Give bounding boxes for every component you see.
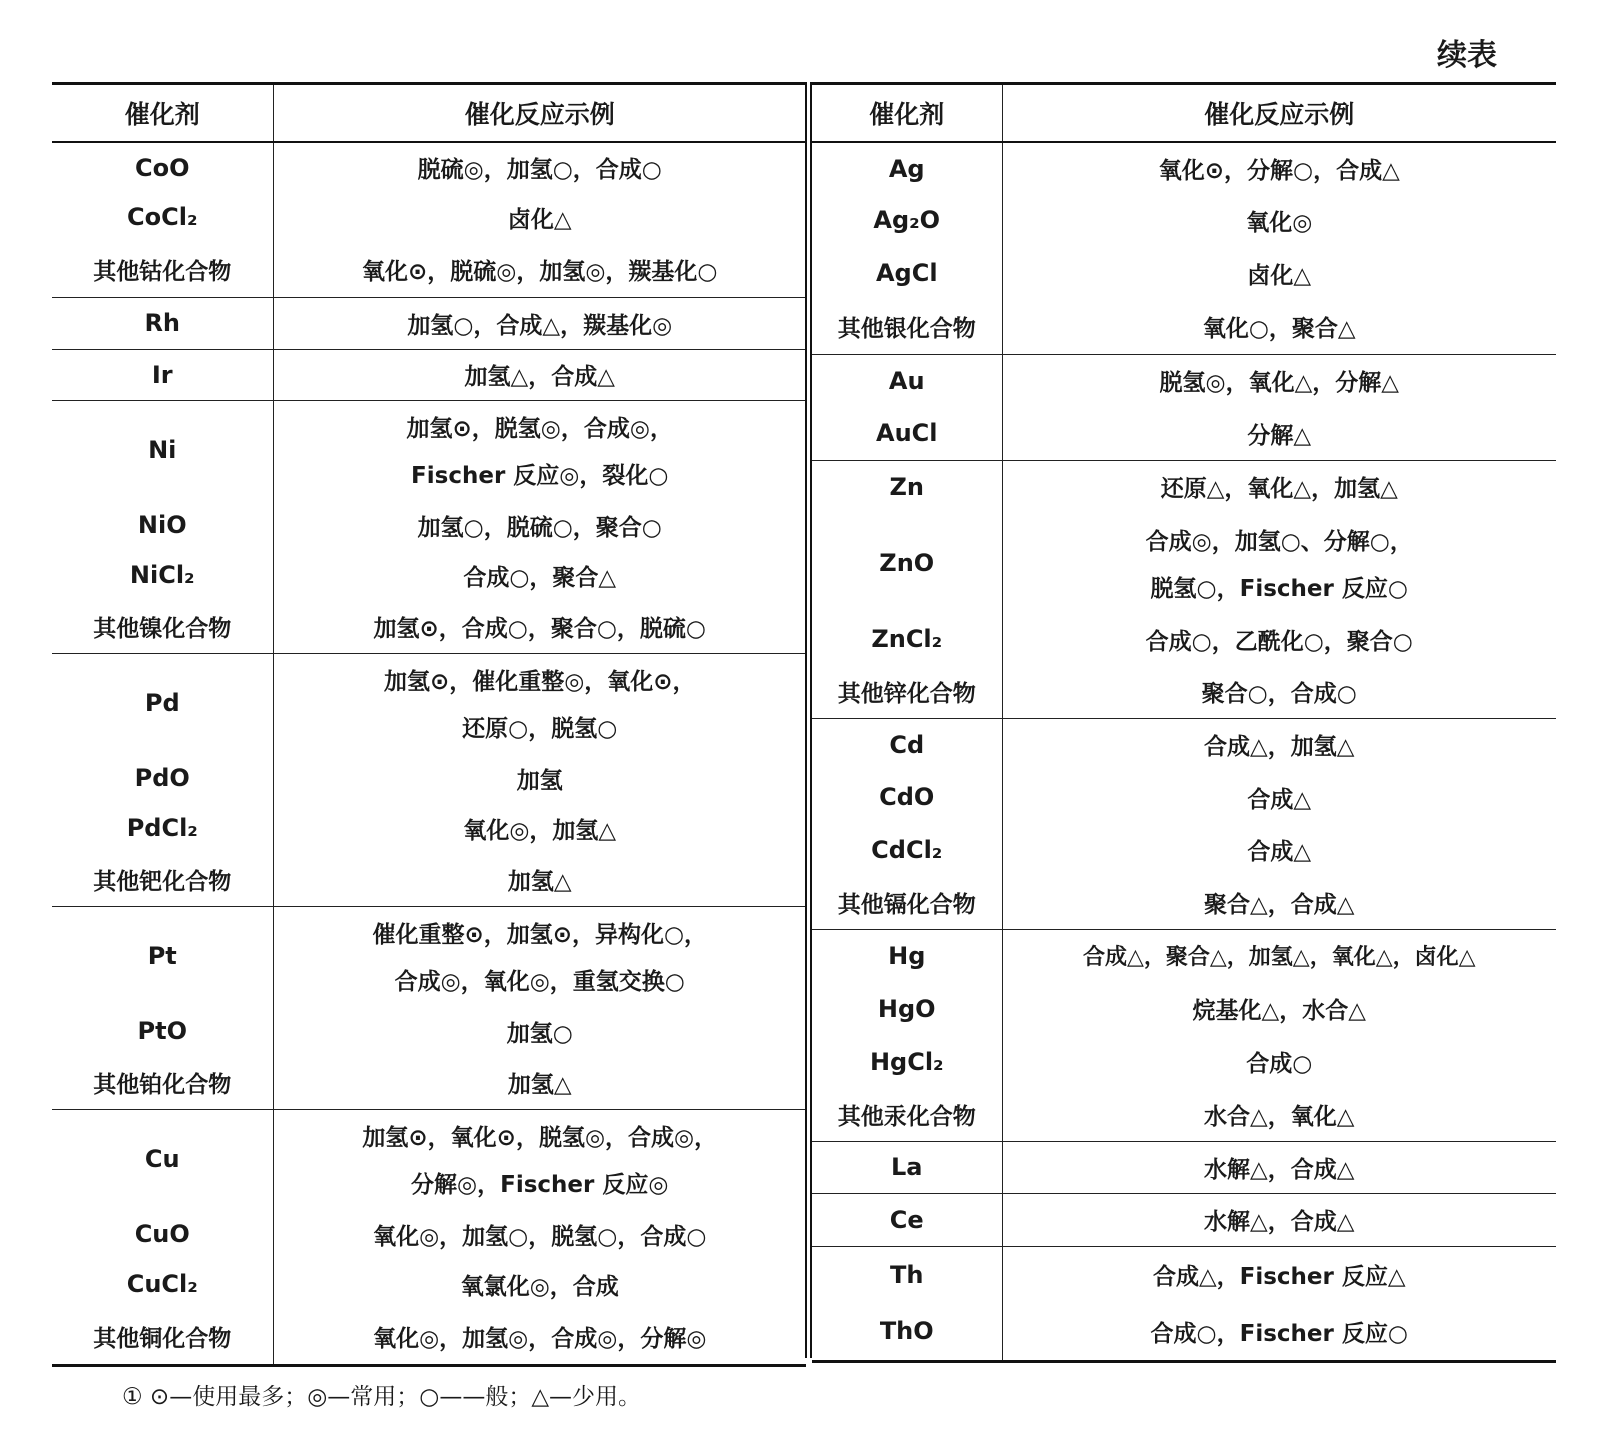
- catalyst-cell: 其他钯化合物: [52, 853, 273, 906]
- example-cell: 氧化○，聚合△: [1202, 316, 1356, 343]
- example-line: Fischer 反应◎，裂化○: [411, 463, 669, 490]
- example-cell: 加氢△，合成△: [273, 349, 806, 400]
- example-cell: 氧化◎: [1246, 209, 1313, 236]
- table-row: [52, 1006, 806, 1056]
- table-row: [52, 400, 806, 500]
- catalyst-cell: Ag₂O: [812, 194, 1002, 246]
- table-row: [52, 753, 806, 803]
- example-line: 脱氢○，Fischer 反应○: [1150, 576, 1408, 602]
- example-cell: 加氢○: [506, 1020, 573, 1047]
- catalyst-cell: Ni: [52, 400, 273, 500]
- catalyst-cell: Rh: [52, 297, 273, 349]
- catalyst-cell: ZnCl₂: [812, 613, 1002, 665]
- example-cell: 合成○: [1246, 1051, 1313, 1077]
- continued-label: 续表: [1437, 38, 1497, 73]
- catalyst-table-right: [812, 82, 1556, 1363]
- catalyst-cell: Pd: [52, 653, 273, 753]
- example-cell: 合成○，Fischer 反应○: [1002, 1303, 1556, 1361]
- table-row: [812, 718, 1556, 771]
- catalyst-cell: PtO: [52, 1006, 273, 1056]
- catalyst-cell: CdCl₂: [812, 823, 1002, 876]
- example-cell: 加氢: [516, 767, 563, 794]
- example-cell: 脱硫◎，加氢○，合成○: [417, 157, 662, 183]
- example-line: 加氢⊙，催化重整◎，氧化⊙，: [383, 669, 696, 696]
- table-row: [812, 354, 1556, 407]
- catalyst-cell: HgCl₂: [812, 1035, 1002, 1088]
- example-cell: 加氢○，合成△，羰基化◎: [273, 297, 806, 349]
- table-row: [52, 803, 806, 853]
- catalyst-cell: Cd: [812, 718, 1002, 771]
- table-row: [812, 460, 1556, 513]
- catalyst-cell: Au: [812, 354, 1002, 407]
- example-line: 加氢⊙，脱氢◎，合成◎，: [406, 416, 673, 443]
- catalyst-cell: PdCl₂: [52, 803, 273, 853]
- header-example: 催化反应示例: [273, 84, 806, 143]
- example-cell: 加氢⊙，合成○，聚合○，脱硫○: [373, 615, 706, 642]
- example-cell: 聚合△，合成△: [1204, 891, 1355, 918]
- table-row: [812, 665, 1556, 718]
- catalyst-cell: CuO: [52, 1209, 273, 1259]
- table-row: [52, 550, 806, 600]
- catalyst-cell: Cu: [52, 1109, 273, 1209]
- catalyst-cell: 其他铜化合物: [52, 1309, 273, 1365]
- header-row: [52, 84, 806, 143]
- table-row: [812, 1246, 1556, 1303]
- catalyst-cell: Pt: [52, 906, 273, 1006]
- example-line: 加氢⊙，氧化⊙，脱氢◎，合成◎，: [362, 1125, 718, 1152]
- table-row: [812, 1193, 1556, 1246]
- catalyst-cell: CdO: [812, 771, 1002, 823]
- catalyst-cell: 其他铂化合物: [52, 1056, 273, 1109]
- table-row: [812, 613, 1556, 665]
- catalyst-cell: Hg: [812, 929, 1002, 982]
- catalyst-cell: CuCl₂: [52, 1259, 273, 1309]
- table-row: [812, 823, 1556, 876]
- example-line: 合成◎，氧化◎，重氢交换○: [394, 969, 685, 996]
- example-cell: 合成△: [1247, 839, 1312, 865]
- example-cell: 氧化◎，加氢△: [463, 817, 617, 844]
- table-row: [812, 771, 1556, 823]
- catalyst-cell: 其他汞化合物: [812, 1088, 1002, 1141]
- catalyst-cell: La: [812, 1141, 1002, 1193]
- example-cell: 氧化⊙，脱硫◎，加氢◎，羰基化○: [362, 258, 718, 285]
- example-cell: 氧化◎，加氢○，脱氢○，合成○: [373, 1223, 707, 1250]
- example-cell: 合成△: [1247, 786, 1312, 813]
- table-row: [52, 653, 806, 753]
- example-cell: 加氢△: [507, 1071, 572, 1098]
- example-cell: 水合△，氧化△: [1204, 1103, 1355, 1130]
- catalyst-cell: ZnO: [812, 513, 1002, 613]
- table-row: [812, 194, 1556, 246]
- example-cell: 分解△: [1247, 422, 1312, 449]
- example-cell: 水解△，合成△: [1002, 1141, 1556, 1193]
- table-row: [812, 982, 1556, 1035]
- catalyst-cell: PdO: [52, 753, 273, 803]
- catalyst-cell: 其他银化合物: [812, 300, 1002, 354]
- table-row: [812, 929, 1556, 982]
- example-cell: 氧氯化◎，合成: [460, 1273, 619, 1300]
- example-line: 催化重整⊙，加氢⊙，异构化○，: [372, 922, 708, 949]
- example-cell: 合成△，加氢△: [1002, 718, 1556, 771]
- table-row: [52, 1109, 806, 1209]
- catalyst-cell: Ir: [52, 349, 273, 400]
- catalyst-cell: AgCl: [812, 246, 1002, 300]
- catalyst-cell: AuCl: [812, 407, 1002, 460]
- catalyst-cell: Zn: [812, 460, 1002, 513]
- example-cell: 合成○，乙酰化○，聚合○: [1145, 628, 1413, 655]
- table-row: [52, 1209, 806, 1259]
- table-row: [812, 1035, 1556, 1088]
- example-cell: 合成△，Fischer 反应△: [1002, 1246, 1556, 1303]
- table-row: [52, 500, 806, 550]
- table-row: [812, 1141, 1556, 1193]
- example-cell: 合成○，聚合△: [463, 564, 617, 591]
- table-row: [52, 906, 806, 1006]
- example-cell: 氧化⊙，分解○，合成△: [1158, 158, 1400, 184]
- example-cell: 卤化△: [507, 206, 572, 233]
- table-row: [52, 1309, 806, 1365]
- example-cell: 还原△，氧化△，加氢△: [1002, 460, 1556, 513]
- header-row: [812, 84, 1556, 143]
- table-row: [52, 142, 806, 192]
- catalyst-cell: 其他镍化合物: [52, 600, 273, 653]
- table-row: [812, 1303, 1556, 1361]
- catalyst-cell: Ce: [812, 1193, 1002, 1246]
- table-row: [52, 192, 806, 242]
- table-row: [812, 1088, 1556, 1141]
- table-row: [812, 142, 1556, 194]
- footnote: ① ⊙—使用最多；◎—常用；○——般；△—少用。: [122, 1384, 642, 1410]
- table-row: [812, 300, 1556, 354]
- example-cell: 氧化◎，加氢◎，合成◎，分解◎: [273, 1309, 806, 1365]
- example-line: 分解◎，Fischer 反应◎: [411, 1172, 669, 1199]
- example-cell: [273, 1109, 806, 1209]
- table-row: [52, 297, 806, 349]
- example-cell: 水解△，合成△: [1002, 1193, 1556, 1246]
- table-row: [52, 600, 806, 653]
- table-row: [812, 246, 1556, 300]
- table-row: [52, 1259, 806, 1309]
- catalyst-cell: CoCl₂: [52, 192, 273, 242]
- example-cell: [273, 400, 806, 500]
- catalyst-table-left: [52, 82, 806, 1367]
- example-cell: 脱氢◎，氧化△，分解△: [1002, 354, 1556, 407]
- example-line: 还原○，脱氢○: [462, 716, 618, 743]
- example-cell: [273, 653, 806, 753]
- separator-line: [805, 82, 807, 1358]
- table-row: [812, 876, 1556, 929]
- example-cell: 加氢○，脱硫○，聚合○: [417, 514, 662, 541]
- table-row: [52, 349, 806, 400]
- example-cell: 聚合○，合成○: [1201, 680, 1357, 707]
- header-catalyst: 催化剂: [52, 84, 273, 143]
- example-cell: 合成△，聚合△，加氢△，氧化△，卤化△: [1002, 929, 1556, 982]
- example-cell: 加氢△: [507, 868, 572, 895]
- catalyst-cell: 其他镉化合物: [812, 876, 1002, 929]
- catalyst-cell: 其他锌化合物: [812, 665, 1002, 718]
- catalyst-cell: Ag: [812, 142, 1002, 194]
- example-cell: 烷基化△，水合△: [1192, 998, 1366, 1024]
- catalyst-cell: Th: [812, 1246, 1002, 1303]
- catalyst-cell: CoO: [52, 142, 273, 192]
- catalyst-cell: NiO: [52, 500, 273, 550]
- header-example: 催化反应示例: [1002, 84, 1556, 143]
- example-cell: 卤化△: [1247, 262, 1312, 289]
- catalyst-cell: 其他钴化合物: [52, 242, 273, 297]
- table-row: [52, 1056, 806, 1109]
- catalyst-cell: ThO: [812, 1303, 1002, 1361]
- catalyst-cell: HgO: [812, 982, 1002, 1035]
- example-cell: [1002, 513, 1556, 613]
- catalyst-cell: NiCl₂: [52, 550, 273, 600]
- table-row: [812, 407, 1556, 460]
- example-cell: [273, 906, 806, 1006]
- table-row: [52, 853, 806, 906]
- example-line: 合成◎，加氢○、分解○，: [1145, 529, 1413, 555]
- table-row: [52, 242, 806, 297]
- table-row: [812, 513, 1556, 613]
- header-catalyst: 催化剂: [812, 84, 1002, 143]
